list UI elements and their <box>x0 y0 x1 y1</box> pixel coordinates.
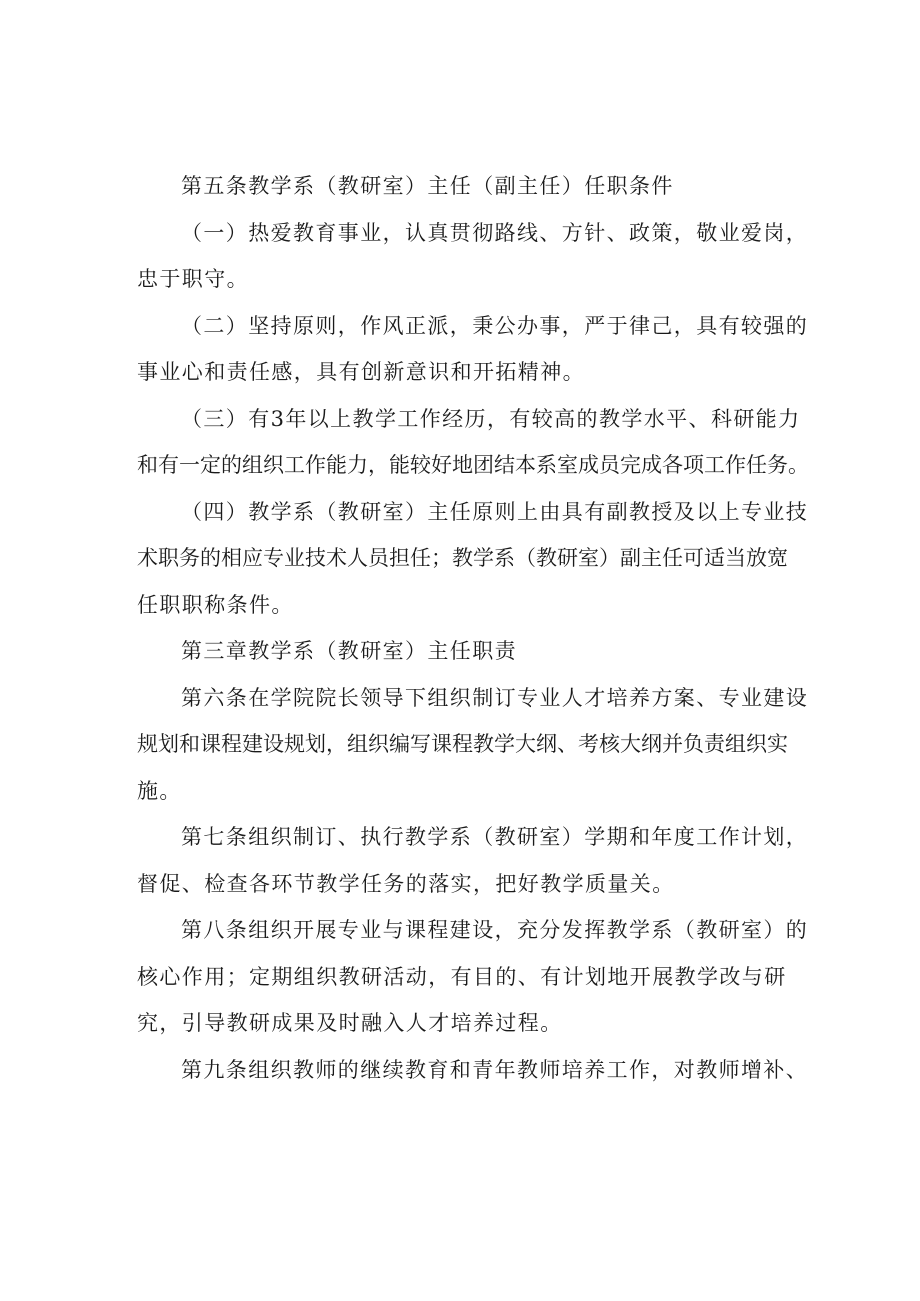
document-line: （二）坚持原则，作风正派，秉公办事，严于律己，具有较强的 <box>181 313 809 338</box>
document-line: 第六条在学院院长领导下组织制订专业人才培养方案、专业建设 <box>181 685 809 710</box>
document-line: 督促、检查各环节教学任务的落实，把好教学质量关。 <box>137 871 675 896</box>
document-line: （三）有3年以上教学工作经历，有较高的教学水平、科研能力 <box>181 406 801 431</box>
document-line: 施。 <box>137 778 182 803</box>
document-line: 和有一定的组织工作能力，能较好地团结本系室成员完成各项工作任务。 <box>137 453 809 477</box>
document-body <box>137 163 809 1093</box>
document-line: 究，引导教研成果及时融入人才培养过程。 <box>137 1011 563 1035</box>
document-line: 第八条组织开展专业与课程建设，充分发挥教学系（教研室）的 <box>181 918 809 942</box>
document-line: 第三章教学系（教研室）主任职责 <box>181 639 517 663</box>
document-line: 忠于职守。 <box>137 267 249 291</box>
document-line: 术职务的相应专业技术人员担任；教学系（教研室）副主任可适当放宽 <box>137 546 788 570</box>
document-line: 第五条教学系（教研室）主任（副主任）任职条件 <box>181 174 674 198</box>
document-line: 第七条组织制订、执行教学系（教研室）学期和年度工作计划， <box>181 825 809 849</box>
document-line: 事业心和责任感，具有创新意识和开拓精神。 <box>137 360 585 384</box>
document-line: 规划和课程建设规划，组织编写课程教学大纲、考核大纲并负责组织实 <box>137 732 788 756</box>
document-line: 核心作用；定期组织教研活动，有目的、有计划地开展教学改与研 <box>137 964 787 989</box>
document-line: 第九条组织教师的继续教育和青年教师培养工作，对教师增补、 <box>181 1057 809 1082</box>
document-line: 任职职称条件。 <box>137 592 294 617</box>
document-line: （一）热爱教育事业，认真贯彻路线、方针、政策，敬业爱岗， <box>181 220 809 245</box>
document-line: （四）教学系（教研室）主任原则上由具有副教授及以上专业技 <box>181 499 809 524</box>
